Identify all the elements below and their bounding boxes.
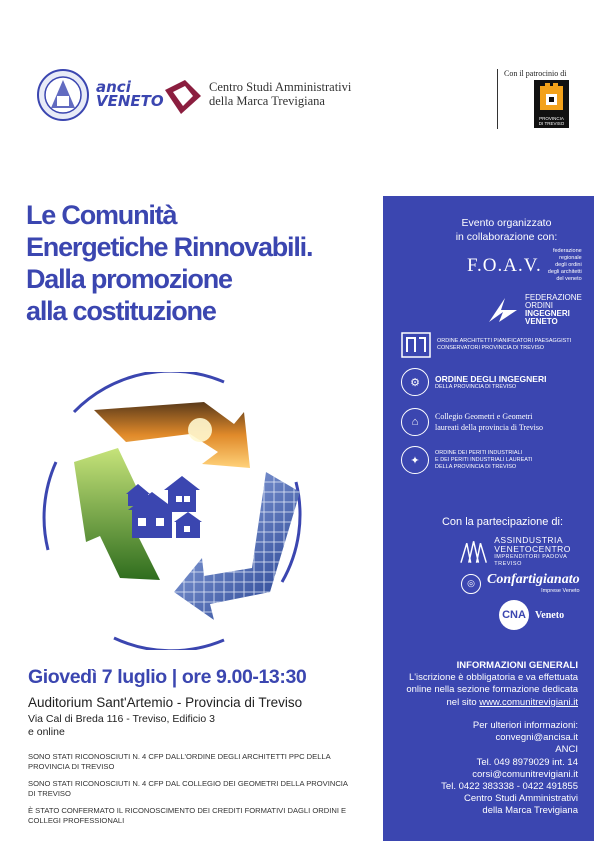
periti-line3: DELLA PROVINCIA DI TREVISO [435,463,517,470]
ingegneri-text [435,374,546,391]
registration-site-link[interactable]: www.comunitrevigiani.it [479,696,578,708]
confartigianato-name: Confartigianato [487,572,580,587]
periti-line1: ORDINE DEI PERITI INDUSTRIALI [435,449,523,456]
centro-studi-logo-mark [163,76,203,116]
confartigianato-logo [461,572,580,595]
federazione-emblem-icon [487,296,519,324]
provincia-label-line1: PROVINCIA [539,116,564,121]
assindustria-line1: ASSINDUSTRIA [494,535,564,545]
event-venue: Auditorium Sant'Artemio - Provincia di Treviso [28,695,303,710]
architetti-line2: CONSERVATORI PROVINCIA DI TREVISO [437,345,545,351]
foav-desc-line4: degli architetti [547,269,582,275]
event-mode: e online [28,726,65,738]
foav-desc-line1: federazione [552,248,582,254]
federazione-line4: VENETO [525,317,558,326]
architetti-text [437,338,571,352]
event-date-time: Giovedì 7 luglio | ore 9.00-13:30 [28,666,307,688]
patrocinio-label: Con il patrocinio di [504,69,567,78]
contact-info [441,720,578,818]
periti-line2: E DEI PERITI INDUSTRIALI LAUREATI [435,456,533,463]
participation-heading: Con la partecipazione di: [441,516,564,528]
organized-heading-line1: Evento organizzato [461,217,552,229]
federazione-text [525,294,582,326]
assindustria-emblem-icon [459,539,488,565]
organized-with-heading [401,216,594,244]
federazione-line2: ORDINI [525,301,553,310]
credits-note-architetti: SONO STATI RICONOSCIUTI N. 4 CFP DALL'ORDINE DEGLI ARCHITETTI PPC DELLA PROVINCIA DI TREVISO [28,752,331,771]
general-info-line2: online nella sezione formazione dedicata [406,684,578,696]
assindustria-logo [459,536,594,568]
general-info-line3 [406,697,578,709]
foav-name: F.O.A.V. [467,254,542,276]
header-divider [497,69,498,129]
general-info-line1: L'iscrizione è obbligatoria e va effettuata [408,672,578,684]
architetti-line1: ORDINE ARCHITETTI PIANIFICATORI PAESAGGISTI [437,338,572,344]
csa-name-panel-line2: della Marca Trevigiana [482,805,578,817]
ordine-architetti-logo [401,332,571,358]
foav-description [548,248,582,283]
csa-name-line1: Centro Studi Amministrativi [209,80,352,94]
partners-panel [383,196,594,841]
csa-name-panel-line1: Centro Studi Amministrativi [463,793,578,805]
anci-phone: Tel. 049 8979029 int. 14 [476,756,578,768]
anci-wordmark-line2: VENETO [96,92,164,110]
federazione-line1: FEDERAZIONE [525,293,582,302]
foav-desc-line5: del veneto [556,276,582,282]
anci-wordmark-line1: anci [96,78,131,96]
foav-desc-line2: regionale [559,255,582,261]
provincia-emblem-icon [534,80,569,116]
credits-notes [28,752,348,833]
periti-text [435,450,532,471]
credits-note-confirmed: È STATO CONFERMATO IL RICONOSCIMENTO DEI CREDITI FORMATIVI DAGLI ORDINI E COLLEGI PROFESSIONALI [28,806,347,825]
periti-seal-icon: ✦ [401,446,429,474]
anci-veneto-seal-logo [37,68,89,122]
event-address-line: Via Cal di Breda 116 - Treviso, Edificio 3 [28,713,215,725]
federazione-line3: INGEGNERI [525,309,570,318]
geometri-text [435,411,543,433]
event-address [28,713,215,739]
ingegneri-line2: DELLA PROVINCIA DI TREVISO [435,383,517,390]
convegni-email-link[interactable]: convegni@ancisa.it [495,732,578,744]
assindustria-line3: IMPRENDITORI PADOVA TREVISO [494,554,567,567]
general-info-title: INFORMAZIONI GENERALI [456,660,578,671]
anci-veneto-wordmark [96,80,164,108]
foav-logo [467,248,582,283]
ordine-ingegneri-logo [401,368,546,396]
anci-label: ANCI [555,744,578,756]
assindustria-text [494,536,594,568]
ingegneri-line1: ORDINE DEGLI INGEGNERI [435,373,547,384]
provincia-label-line2: DI TREVISO [538,121,565,126]
contact-info-title: Per ulteriori informazioni: [472,720,578,731]
federazione-ingegneri-logo [487,294,582,326]
event-title-line2: Energetiche Rinnovabili. [26,232,313,262]
geometri-seal-icon: ⌂ [401,408,429,436]
general-info [406,660,578,709]
csa-phone: Tel. 0422 383338 - 0422 491855 [441,781,578,793]
csa-name-line2: della Marca Trevigiana [209,94,325,108]
cna-logo [499,600,564,630]
architetti-emblem-icon [401,332,431,358]
credits-note-geometri: SONO STATI RICONOSCIUTI N. 4 CFP DAL COLLEGIO DEI GEOMETRI DELLA PROVINCIA DI TREVISO [28,779,348,798]
event-title-line1: Le Comunità [26,200,177,230]
organized-heading-line2: in collaborazione con: [455,231,558,243]
confartigianato-sub: Imprese Veneto [541,588,580,594]
centro-studi-name [209,80,351,108]
assindustria-line2: VENETOCENTRO [494,544,571,554]
foav-desc-line3: degli ordini [555,262,582,268]
event-title-line4: alla costituzione [26,296,216,326]
corsi-email-link[interactable]: corsi@comunitrevigiani.it [472,768,578,780]
general-info-site-prefix: nel sito [446,696,480,708]
confartigianato-emblem-icon: ◎ [461,574,481,594]
ingegneri-seal-icon: ⚙ [401,368,429,396]
cna-emblem-icon [499,600,529,630]
cna-name: CNA [502,609,526,621]
geometri-line1: Collegio Geometri e Geometri [435,412,533,421]
ordine-periti-logo [401,446,532,474]
provincia-treviso-logo [534,80,569,128]
geometri-line2: laureati della provincia di Treviso [435,423,543,432]
event-title [26,199,376,327]
renewable-recycle-illustration [34,372,306,650]
cna-sub: Veneto [535,609,565,621]
confartigianato-text [487,572,580,595]
event-title-line3: Dalla promozione [26,264,232,294]
provincia-label [534,116,569,126]
collegio-geometri-logo [401,408,543,436]
